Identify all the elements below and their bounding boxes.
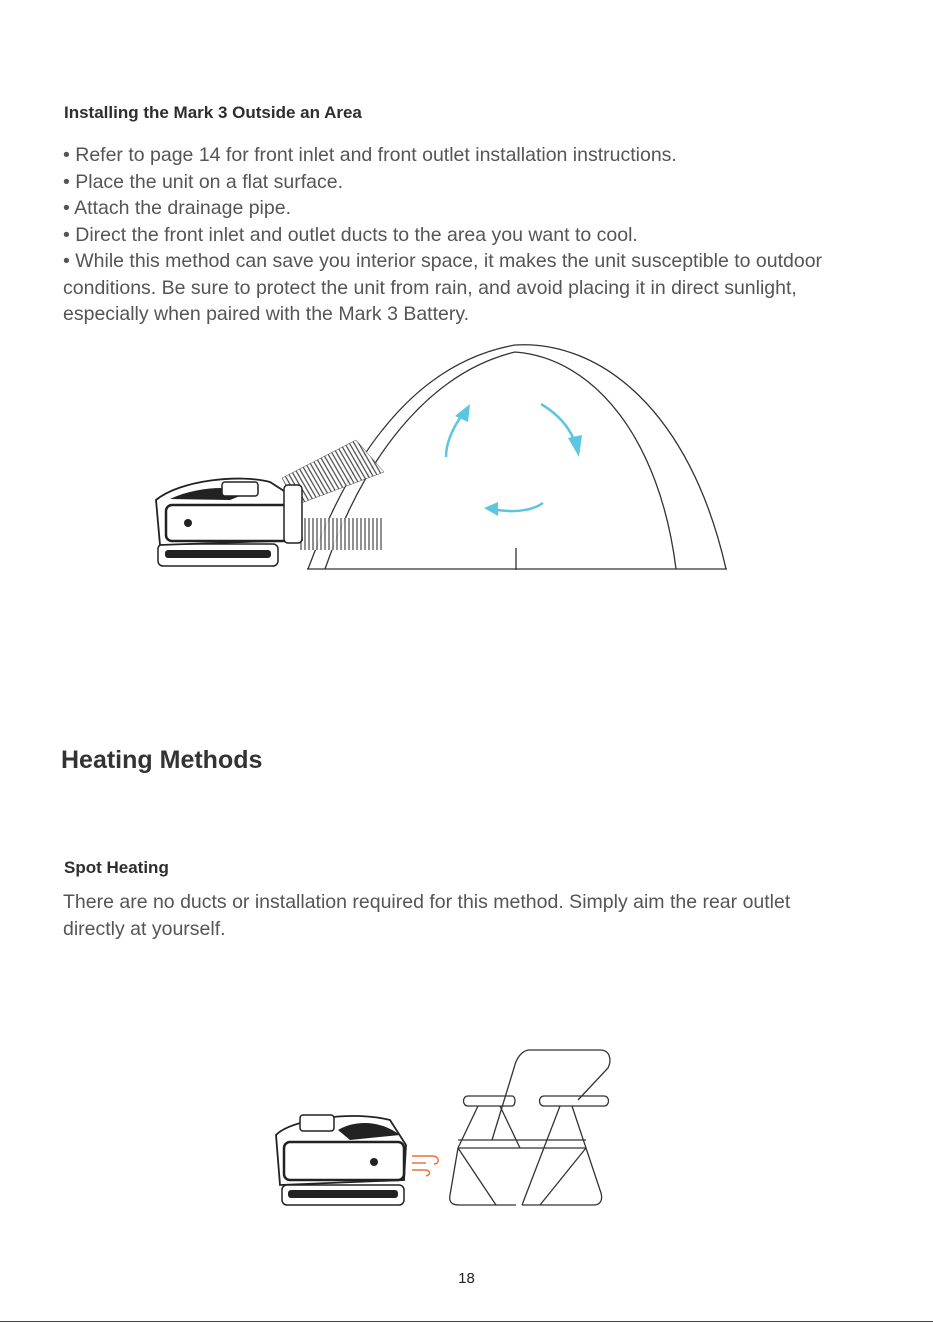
instruction-item: • Attach the drainage pipe. (63, 197, 291, 219)
instruction-item: • Refer to page 14 for front inlet and front outlet installation instructions. (63, 144, 677, 166)
instruction-item: • Place the unit on a flat surface. (63, 170, 343, 193)
section-title-install-outside: Installing the Mark 3 Outside an Area (64, 103, 362, 122)
page-number: 18 (458, 1270, 475, 1287)
instruction-item: • While this method can save you interior space, it makes the unit susceptible to outdoor conditions. Be sure to protect the unit from rain, and avoid placing it in direct sunlight, especially when paired with the Mark 3 Battery. (63, 250, 823, 325)
heating-methods-heading: Heating Methods (61, 746, 263, 774)
spot-heating-title: Spot Heating (64, 858, 169, 877)
footer-rule (0, 1321, 933, 1322)
mark3-unit-drawing-2 (276, 1115, 406, 1205)
logo-star-icon (370, 1158, 378, 1166)
spot-heating-text: There are no ducts or installation required for this method. Simply aim the rear outlet directly at yourself. (63, 891, 791, 940)
instruction-item: • Direct the front inlet and outlet ducts to the area you want to cool. (63, 223, 638, 246)
chair-drawing (450, 1050, 610, 1205)
heat-waves-icon (412, 1156, 438, 1176)
